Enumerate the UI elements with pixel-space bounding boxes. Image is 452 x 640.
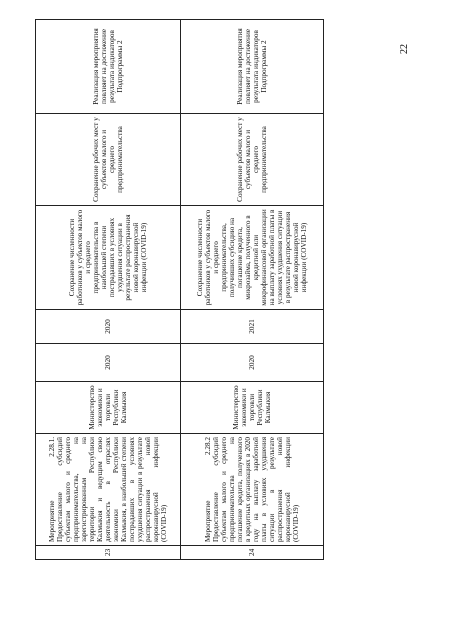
measures-table-rotated [35, 20, 313, 560]
measure-name: Мероприятие 2.28.2 Предоставление субсидий субъектам малого и среднего предпринимательства на погашение кредита, полученного в кредитных организациях в 2020 году на выплату заработной платы в условиях ухудшения ситуации в результате распространения новой коронавирусной инфекции (COVID-19) [181, 434, 324, 546]
indicator-link: Реализация мероприятия повлияет на достижение результата индикаторов Подпрограммы 2 [181, 20, 324, 114]
measures-table [35, 19, 324, 560]
row-number: 23 [36, 546, 181, 560]
end-year: 2021 [181, 310, 324, 344]
executor: Министерство экономики и торговли Республики Калмыкия [181, 382, 324, 434]
expected-result: Сохранение численности работников у субъектов малого и среднего предпринимательства в наибольшей степени пострадавших в условиях ухудшения ситуации в результате распространения новой коронавирусной инфекции (COVID-19) [36, 206, 181, 310]
row-number: 24 [181, 546, 324, 560]
table-row [181, 20, 324, 560]
start-year: 2020 [181, 344, 324, 382]
measure-name: Мероприятие 2.28.1. Предоставление субсидий субъектам малого и среднего предпринимательства, на зарегистрированным на территории Республики Калмыкия и ведущим свою деятельность в отраслях экономики Республики Калмыкия, в наибольшей степени пострадавших в условиях ухудшения ситуации в результате распространения новой коронавирусной инфекции (COVID-19) [36, 434, 181, 546]
indicator-link: Реализация мероприятия повлияет на достижение результата индикаторов Подпрограммы 2 [36, 20, 181, 114]
table-row [36, 20, 181, 560]
end-year: 2020 [36, 310, 181, 344]
consequence: Сохранение рабочих мест у субъектов малого и среднего предпринимательства [181, 114, 324, 206]
expected-result: Сохранение численности работников у субъектов малого и среднего предпринимательства, получивших субсидию на погашение кредита, микрозайма, полученного в кредитной или микрофинансовой организации на выплату заработной платы в условиях ухудшения ситуации в результате распространения новой коронавирусной инфекции (COVID-19) [181, 206, 324, 310]
executor: Министерство экономики и торговли Республики Калмыкия [36, 382, 181, 434]
consequence: Сохранение рабочих мест у субъектов малого и среднего предпринимательства [36, 114, 181, 206]
page-number: 22 [399, 44, 410, 54]
start-year: 2020 [36, 344, 181, 382]
